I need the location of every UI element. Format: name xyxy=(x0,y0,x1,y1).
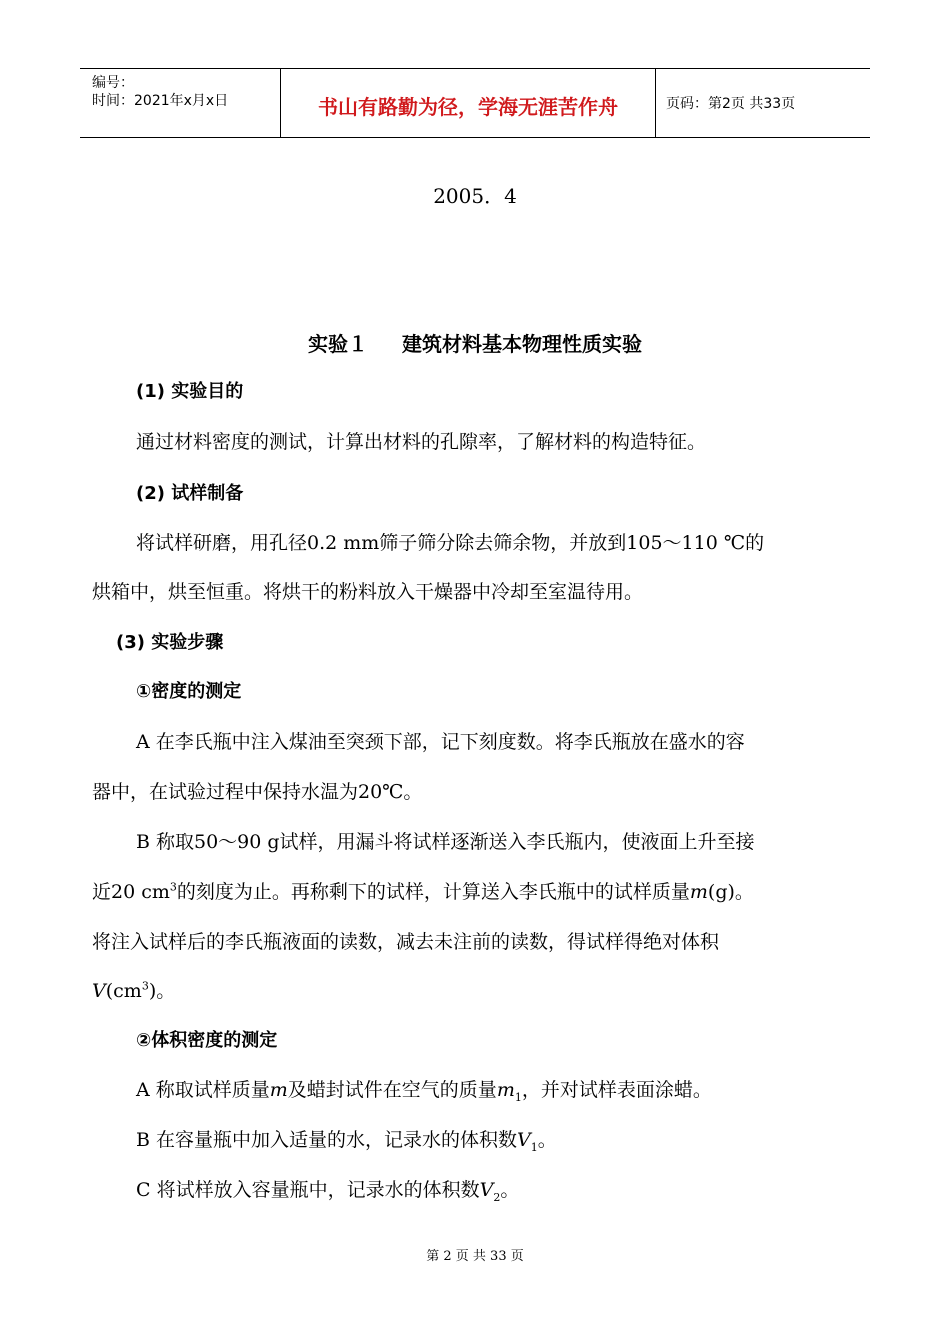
step-b1-line2 xyxy=(92,878,754,906)
step-c2-sub: 2 xyxy=(493,1190,501,1204)
step-b1-line3: 将注入试样后的李氏瓶液面的读数，减去未注前的读数，得试样得绝对体积 xyxy=(92,931,720,953)
header-motto-cell xyxy=(280,69,656,137)
step-b1-line1: B 称取50～90 g试样，用漏斗将试样逐渐送入李氏瓶内，使液面上升至接 xyxy=(136,831,755,853)
experiment-title-text: 建筑材料基本物理性质实验 xyxy=(402,332,642,356)
header-number-label: 编号： xyxy=(92,75,134,91)
step-a1-line2: 器中，在试验过程中保持水温为20℃。 xyxy=(92,781,423,803)
step-b2-var: V xyxy=(517,1129,531,1151)
step-c2-text-b: 。 xyxy=(500,1179,520,1201)
step-b2-text-a: B 在容量瓶中加入适量的水，记录水的体积数 xyxy=(136,1129,518,1151)
step-b1-line4 xyxy=(92,977,175,1005)
step-b1-line4-sup: 3 xyxy=(141,979,149,993)
experiment-title-number: 实验１ xyxy=(308,332,368,356)
subheading-density: ①密度的测定 xyxy=(136,681,242,702)
section-heading-steps: (3) 实验步骤 xyxy=(116,632,224,653)
document-date: 2005．4 xyxy=(433,184,517,208)
paragraph-purpose: 通过材料密度的测试，计算出材料的孔隙率，了解材料的构造特征。 xyxy=(136,431,707,453)
step-b1-line4-var: V xyxy=(92,980,106,1002)
step-b1-line2-text-c: (g)。 xyxy=(707,881,754,903)
page-footer: 第 2 页 共 33 页 xyxy=(426,1249,524,1264)
header-meta-cell xyxy=(80,69,280,137)
step-b1-line2-var: m xyxy=(689,881,708,903)
step-b1-line2-sup: 3 xyxy=(169,880,177,894)
step-c2 xyxy=(136,1176,519,1204)
header-page-info: 页码：第2页 共33页 xyxy=(666,96,796,112)
step-b1-line4-text-a: (cm xyxy=(105,980,142,1002)
step-b1-line2-text-a: 近20 cm xyxy=(92,881,170,903)
step-b1-line2-text-b: 的刻度为止。再称剩下的试样，计算送入李氏瓶中的试样质量 xyxy=(176,881,690,903)
paragraph-preparation-line1: 将试样研磨，用孔径0.2 mm筛子筛分除去筛余物，并放到105～110 ℃的 xyxy=(136,532,765,554)
step-a2-sub: 1 xyxy=(514,1090,522,1104)
subheading-bulk-density: ②体积密度的测定 xyxy=(136,1030,278,1051)
step-b2 xyxy=(136,1126,557,1154)
step-b1-line4-text-b: )。 xyxy=(148,980,176,1002)
step-a1-line1: A 在李氏瓶中注入煤油至突颈下部，记下刻度数。将李氏瓶放在盛水的容 xyxy=(136,731,745,753)
step-b2-sub: 1 xyxy=(530,1140,538,1154)
step-a2-text-a: A 称取试样质量 xyxy=(136,1079,270,1101)
step-a2-text-b: 及蜡封试件在空气的质量 xyxy=(287,1079,497,1101)
experiment-title xyxy=(0,330,950,358)
step-a2-text-c: ，并对试样表面涂蜡。 xyxy=(521,1079,712,1101)
step-a2-var1: m xyxy=(269,1079,288,1101)
step-b2-text-b: 。 xyxy=(537,1129,557,1151)
step-a2 xyxy=(136,1076,712,1104)
section-heading-purpose: (1) 实验目的 xyxy=(136,381,244,402)
step-a2-var2: m xyxy=(496,1079,515,1101)
step-c2-text-a: C 将试样放入容量瓶中，记录水的体积数 xyxy=(136,1179,480,1201)
paragraph-preparation-line2: 烘箱中，烘至恒重。将烘干的粉料放入干燥器中冷却至室温待用。 xyxy=(92,581,644,603)
header-page-cell xyxy=(656,69,870,137)
header-time-label: 时间：2021年x月x日 xyxy=(92,93,229,109)
section-heading-preparation: (2) 试样制备 xyxy=(136,483,244,504)
header-motto: 书山有路勤为径，学海无涯苦作舟 xyxy=(318,95,618,119)
step-c2-var: V xyxy=(479,1179,494,1201)
page-header xyxy=(80,68,870,138)
